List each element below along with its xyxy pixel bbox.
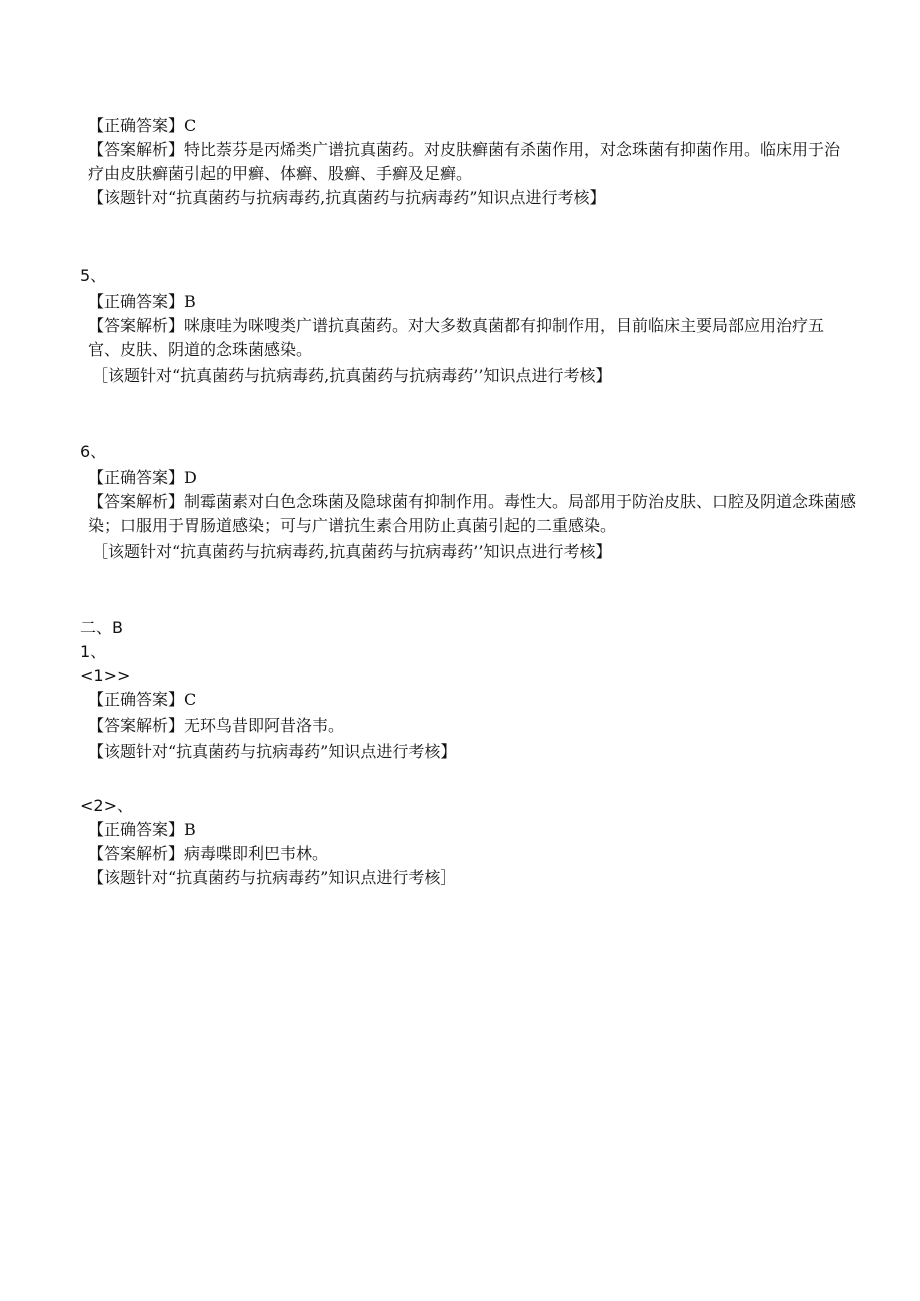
sub-question-label: <2>、	[80, 796, 133, 815]
answer-line: 【正确答案】C	[88, 116, 197, 135]
analysis-text: 【答案解析】咪康哇为咪嗖类广谱抗真菌药。对大多数真菌都有抑制作用，目前临床主要局部应用治疗五官、皮肤、阴道的念珠菌感染。	[88, 316, 825, 359]
analysis-text: 【答案解析】特比萘芬是丙烯类广谱抗真菌药。对皮肤癣菌有杀菌作用，对念珠菌有抑菌作用。临床用于治疗由皮肤癣菌引起的甲癣、体癣、股癣、手癣及足癣。	[88, 140, 841, 183]
analysis-text: 【答案解析】无环鸟昔即阿昔洛韦。	[88, 716, 345, 735]
sub-question-label: <1>>	[80, 666, 131, 685]
answer-line: 【正确答案】C	[88, 690, 197, 709]
topic-line: ［该题针对“抗真菌药与抗病毒药,抗真菌药与抗病毒药’’知识点进行考核】	[92, 366, 612, 385]
question-number: 6、	[80, 442, 107, 461]
analysis-text: 【答案解析】制霉菌素对白色念珠菌及隐球菌有抑制作用。毒性大。局部用于防治皮肤、口腔及阴道念珠菌感染；口服用于胃肠道感染；可与广谱抗生素合用防止真菌引起的二重感染。	[88, 492, 857, 535]
analysis-text: 【答案解析】病毒喋即利巴韦林。	[88, 844, 329, 863]
topic-line: ［该题针对“抗真菌药与抗病毒药,抗真菌药与抗病毒药’’知识点进行考核】	[92, 542, 612, 561]
answer-line: 【正确答案】B	[88, 292, 196, 311]
answer-line: 【正确答案】B	[88, 820, 196, 839]
topic-line: 【该题针对“抗真菌药与抗病毒药”知识点进行考核】	[88, 742, 457, 761]
answer-line: 【正确答案】D	[88, 468, 197, 487]
question-number: 5、	[80, 266, 107, 285]
topic-line: 【该题针对“抗真菌药与抗病毒药”知识点进行考核］	[88, 868, 457, 887]
topic-line: 【该题针对“抗真菌药与抗病毒药,抗真菌药与抗病毒药”知识点进行考核】	[88, 188, 606, 207]
section-title: 二、B	[80, 618, 123, 637]
question-number: 1、	[80, 642, 107, 661]
